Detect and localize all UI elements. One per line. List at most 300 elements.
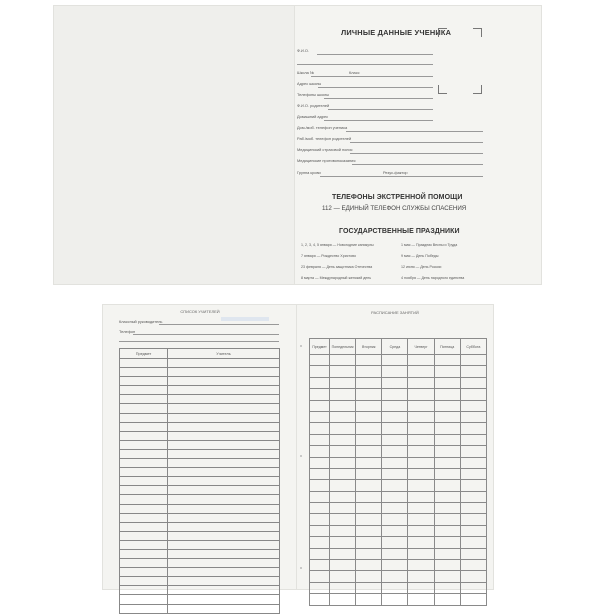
lesson-cell[interactable] [356,537,382,548]
subject-cell[interactable] [310,377,330,388]
lesson-cell[interactable] [434,366,460,377]
teacher-cell[interactable] [168,422,280,431]
subject-cell[interactable] [310,560,330,571]
page-title: СПИСОК УЧИТЕЛЕЙ [180,309,220,314]
lesson-cell[interactable] [382,423,408,434]
lesson-cell[interactable] [356,457,382,468]
table-row[interactable] [120,559,280,568]
lesson-cell[interactable] [408,571,434,582]
field-label: Медицинские противопоказания [297,158,356,163]
lesson-cell[interactable] [382,548,408,559]
lesson-cell[interactable] [434,377,460,388]
lesson-cell[interactable] [460,423,486,434]
table-row[interactable] [310,446,487,457]
lesson-cell[interactable] [330,446,356,457]
field-label: Раб./моб. телефон родителей [297,136,352,141]
subject-cell[interactable] [310,480,330,491]
lesson-cell[interactable] [356,594,382,605]
subject-cell[interactable] [120,395,168,404]
lesson-cell[interactable] [460,480,486,491]
lesson-cell[interactable] [382,582,408,593]
col-day: Понедельник [330,339,356,355]
lesson-cell[interactable] [356,525,382,536]
lesson-cell[interactable] [382,537,408,548]
lesson-cell[interactable] [330,537,356,548]
table-row[interactable] [120,495,280,504]
lesson-cell[interactable] [330,514,356,525]
highlight-stripe [221,317,269,321]
lesson-cell[interactable] [408,560,434,571]
lesson-cell[interactable] [460,560,486,571]
subject-cell[interactable] [120,604,168,613]
table-row[interactable] [120,513,280,522]
field-line[interactable] [324,120,433,121]
lesson-cell[interactable] [330,457,356,468]
lesson-cell[interactable] [330,548,356,559]
table-row[interactable] [310,503,487,514]
lesson-cell[interactable] [460,446,486,457]
lesson-cell[interactable] [434,525,460,536]
lesson-cell[interactable] [330,594,356,605]
lesson-cell[interactable] [434,514,460,525]
lesson-cell[interactable] [434,491,460,502]
table-row[interactable] [120,431,280,440]
holiday-item: 8 марта — Международный женский день [301,276,372,280]
teacher-cell[interactable] [168,531,280,540]
subject-cell[interactable] [120,440,168,449]
lesson-cell[interactable] [356,548,382,559]
subject-cell[interactable] [120,513,168,522]
lesson-cell[interactable] [460,571,486,582]
subject-cell[interactable] [310,514,330,525]
lesson-cell[interactable] [382,571,408,582]
teacher-cell[interactable] [168,368,280,377]
lesson-cell[interactable] [382,434,408,445]
table-row[interactable] [120,586,280,595]
subject-cell[interactable] [310,594,330,605]
subject-cell[interactable] [120,386,168,395]
subject-cell[interactable] [310,491,330,502]
subject-cell[interactable] [310,355,330,366]
teacher-cell[interactable] [168,377,280,386]
subject-cell[interactable] [120,531,168,540]
lesson-cell[interactable] [330,491,356,502]
table-row[interactable] [310,525,487,536]
lesson-cell[interactable] [434,457,460,468]
lesson-cell[interactable] [330,400,356,411]
lesson-cell[interactable] [408,525,434,536]
table-row[interactable] [310,434,487,445]
subject-cell[interactable] [310,411,330,422]
lesson-cell[interactable] [408,503,434,514]
subject-cell[interactable] [310,582,330,593]
lesson-cell[interactable] [356,571,382,582]
table-row[interactable] [120,568,280,577]
lesson-cell[interactable] [382,400,408,411]
lesson-cell[interactable] [330,560,356,571]
subject-cell[interactable] [120,449,168,458]
table-row[interactable] [120,522,280,531]
teacher-cell[interactable] [168,495,280,504]
field-line[interactable] [350,142,483,143]
subject-cell[interactable] [120,568,168,577]
teacher-cell[interactable] [168,440,280,449]
lesson-cell[interactable] [434,423,460,434]
lesson-cell[interactable] [408,468,434,479]
field-line[interactable] [328,109,433,110]
lesson-cell[interactable] [382,389,408,400]
lesson-cell[interactable] [382,446,408,457]
lesson-cell[interactable] [434,594,460,605]
subject-cell[interactable] [120,413,168,422]
subject-cell[interactable] [310,400,330,411]
lesson-cell[interactable] [382,366,408,377]
lesson-cell[interactable] [382,491,408,502]
subject-cell[interactable] [120,595,168,604]
binding-hole [300,455,302,457]
lesson-cell[interactable] [434,503,460,514]
subject-cell[interactable] [310,457,330,468]
lesson-cell[interactable] [382,503,408,514]
teacher-cell[interactable] [168,477,280,486]
lesson-cell[interactable] [460,582,486,593]
lesson-cell[interactable] [434,582,460,593]
lesson-cell[interactable] [434,537,460,548]
lesson-cell[interactable] [408,389,434,400]
teacher-cell[interactable] [168,504,280,513]
lesson-cell[interactable] [460,468,486,479]
lesson-cell[interactable] [330,389,356,400]
table-row[interactable] [120,549,280,558]
lesson-cell[interactable] [382,468,408,479]
teacher-cell[interactable] [168,522,280,531]
lesson-cell[interactable] [434,571,460,582]
field-line[interactable] [346,131,483,132]
lesson-cell[interactable] [408,514,434,525]
teacher-cell[interactable] [168,468,280,477]
teacher-cell[interactable] [168,577,280,586]
table-row[interactable] [310,411,487,422]
lesson-cell[interactable] [408,457,434,468]
lesson-cell[interactable] [382,514,408,525]
lesson-cell[interactable] [434,548,460,559]
lesson-cell[interactable] [356,468,382,479]
col-day: Четверг [408,339,434,355]
field-line[interactable] [311,76,433,77]
subject-cell[interactable] [120,559,168,568]
table-row[interactable] [120,449,280,458]
lesson-cell[interactable] [330,480,356,491]
field-label: Группа крови [297,170,321,175]
table-row[interactable] [310,355,487,366]
lesson-cell[interactable] [460,411,486,422]
lesson-cell[interactable] [434,468,460,479]
subject-cell[interactable] [120,504,168,513]
table-row[interactable] [120,459,280,468]
table-row[interactable] [310,389,487,400]
subject-cell[interactable] [310,503,330,514]
lesson-cell[interactable] [434,355,460,366]
lesson-cell[interactable] [408,411,434,422]
subject-cell[interactable] [310,571,330,582]
lesson-cell[interactable] [330,525,356,536]
lesson-cell[interactable] [330,582,356,593]
field-line[interactable] [297,64,433,65]
lesson-cell[interactable] [460,491,486,502]
lesson-cell[interactable] [434,480,460,491]
lesson-cell[interactable] [408,582,434,593]
subject-cell[interactable] [310,525,330,536]
lesson-cell[interactable] [408,548,434,559]
lesson-cell[interactable] [408,366,434,377]
subject-cell[interactable] [120,377,168,386]
teacher-cell[interactable] [168,549,280,558]
teacher-cell[interactable] [168,595,280,604]
lesson-cell[interactable] [330,434,356,445]
lesson-cell[interactable] [356,491,382,502]
col-day: Среда [382,339,408,355]
lesson-cell[interactable] [460,355,486,366]
binding-hole [300,567,302,569]
lesson-cell[interactable] [356,434,382,445]
lesson-cell[interactable] [382,480,408,491]
table-row[interactable] [310,514,487,525]
emergency-line: 112 — ЕДИНЫЙ ТЕЛЕФОН СЛУЖБЫ СПАСЕНИЯ [322,205,467,212]
lesson-cell[interactable] [382,560,408,571]
field-label: Медицинский страховой полис [297,147,353,152]
field-label: Школа № [297,70,315,75]
subject-cell[interactable] [120,540,168,549]
col-teacher: Учитель [168,349,280,359]
table-row[interactable] [120,595,280,604]
subject-cell[interactable] [120,586,168,595]
lesson-cell[interactable] [408,355,434,366]
subject-cell[interactable] [120,549,168,558]
page-title: РАСПИСАНИЕ ЗАНЯТИЙ [371,310,419,315]
teacher-cell[interactable] [168,395,280,404]
lesson-cell[interactable] [382,457,408,468]
teacher-cell[interactable] [168,404,280,413]
lesson-cell[interactable] [356,446,382,457]
lesson-cell[interactable] [356,377,382,388]
table-row[interactable] [120,413,280,422]
lesson-cell[interactable] [356,355,382,366]
subject-cell[interactable] [120,495,168,504]
lesson-cell[interactable] [330,571,356,582]
field-label: Домашний адрес [297,114,329,119]
table-row[interactable] [310,366,487,377]
teacher-cell[interactable] [168,413,280,422]
lesson-cell[interactable] [408,377,434,388]
emergency-title: ТЕЛЕФОНЫ ЭКСТРЕННОЙ ПОМОЩИ [332,194,463,201]
subject-cell[interactable] [310,366,330,377]
table-row[interactable] [120,386,280,395]
teacher-cell[interactable] [168,459,280,468]
class-teacher-label: Классный руководитель [119,319,163,324]
lesson-cell[interactable] [460,594,486,605]
field-line[interactable] [352,164,483,165]
subject-cell[interactable] [120,486,168,495]
teacher-cell[interactable] [168,486,280,495]
table-row[interactable] [120,504,280,513]
lesson-cell[interactable] [408,423,434,434]
teacher-cell[interactable] [168,604,280,613]
lesson-cell[interactable] [356,366,382,377]
lesson-cell[interactable] [408,594,434,605]
subject-cell[interactable] [120,459,168,468]
lesson-cell[interactable] [356,400,382,411]
holiday-item: 23 февраля — День защитника Отечества [301,265,373,269]
lesson-cell[interactable] [434,400,460,411]
lesson-cell[interactable] [356,503,382,514]
table-row[interactable] [310,571,487,582]
lesson-cell[interactable] [408,446,434,457]
lesson-cell[interactable] [434,446,460,457]
teacher-cell[interactable] [168,568,280,577]
teacher-cell[interactable] [168,513,280,522]
schedule-page [297,305,493,589]
table-row[interactable] [120,395,280,404]
table-row[interactable] [310,377,487,388]
lesson-cell[interactable] [434,389,460,400]
table-row[interactable] [120,604,280,613]
lesson-cell[interactable] [382,411,408,422]
subject-cell[interactable] [310,389,330,400]
table-row[interactable] [310,594,487,605]
lesson-cell[interactable] [408,491,434,502]
field-line[interactable] [317,54,433,55]
lesson-cell[interactable] [460,503,486,514]
lesson-cell[interactable] [408,434,434,445]
lesson-cell[interactable] [408,400,434,411]
lesson-cell[interactable] [460,400,486,411]
teacher-cell[interactable] [168,586,280,595]
lesson-cell[interactable] [356,480,382,491]
lesson-cell[interactable] [382,594,408,605]
lesson-cell[interactable] [408,537,434,548]
field-label: Адрес школы [297,81,322,86]
table-row[interactable] [310,582,487,593]
lesson-cell[interactable] [434,560,460,571]
field-line[interactable] [318,87,433,88]
field-label: Класс [349,70,360,75]
table-row[interactable] [120,540,280,549]
lesson-cell[interactable] [460,548,486,559]
lesson-cell[interactable] [330,423,356,434]
holiday-item: 12 июня — День России [401,265,442,269]
lesson-cell[interactable] [460,537,486,548]
lesson-cell[interactable] [356,514,382,525]
lesson-cell[interactable] [382,355,408,366]
table-row[interactable] [310,400,487,411]
table-row[interactable] [120,531,280,540]
lesson-cell[interactable] [382,377,408,388]
subject-cell[interactable] [310,537,330,548]
subject-cell[interactable] [120,522,168,531]
table-row[interactable] [120,477,280,486]
teacher-cell[interactable] [168,449,280,458]
subject-cell[interactable] [310,468,330,479]
lesson-cell[interactable] [460,389,486,400]
table-row[interactable] [310,491,487,502]
lesson-cell[interactable] [408,480,434,491]
personal-data-page [295,6,541,284]
lesson-cell[interactable] [356,560,382,571]
lesson-cell[interactable] [356,389,382,400]
lesson-cell[interactable] [330,355,356,366]
table-row[interactable] [120,404,280,413]
table-row[interactable] [120,368,280,377]
table-row[interactable] [120,440,280,449]
phone-label: Телефон [119,329,136,334]
lesson-cell[interactable] [460,525,486,536]
subject-cell[interactable] [120,422,168,431]
subject-cell[interactable] [120,359,168,368]
binding-hole [300,345,302,347]
lesson-cell[interactable] [460,434,486,445]
field-line[interactable] [320,176,483,177]
teacher-cell[interactable] [168,559,280,568]
field-line[interactable] [324,98,433,99]
teacher-cell[interactable] [168,386,280,395]
subject-cell[interactable] [310,434,330,445]
lesson-cell[interactable] [356,582,382,593]
field-line[interactable] [350,153,483,154]
lesson-cell[interactable] [434,411,460,422]
lesson-cell[interactable] [330,377,356,388]
teachers-table [119,348,280,614]
lesson-cell[interactable] [330,468,356,479]
table-row[interactable] [310,480,487,491]
subject-cell[interactable] [120,368,168,377]
table-row[interactable] [120,422,280,431]
lesson-cell[interactable] [330,366,356,377]
lesson-cell[interactable] [460,514,486,525]
table-row[interactable] [120,468,280,477]
lesson-cell[interactable] [434,434,460,445]
lesson-cell[interactable] [460,366,486,377]
lesson-cell[interactable] [356,411,382,422]
lesson-cell[interactable] [330,503,356,514]
table-row[interactable] [120,359,280,368]
table-row[interactable] [120,486,280,495]
subject-cell[interactable] [120,468,168,477]
teacher-cell[interactable] [168,359,280,368]
table-row[interactable] [120,577,280,586]
subject-cell[interactable] [120,477,168,486]
subject-cell[interactable] [310,423,330,434]
subject-cell[interactable] [120,404,168,413]
lesson-cell[interactable] [330,411,356,422]
subject-cell[interactable] [120,577,168,586]
teacher-cell[interactable] [168,540,280,549]
lesson-cell[interactable] [460,377,486,388]
lesson-cell[interactable] [356,423,382,434]
lesson-cell[interactable] [382,525,408,536]
table-row[interactable] [310,560,487,571]
table-row[interactable] [310,468,487,479]
table-row[interactable] [310,548,487,559]
table-row[interactable] [310,423,487,434]
subject-cell[interactable] [310,548,330,559]
table-row[interactable] [310,537,487,548]
table-row[interactable] [120,377,280,386]
lesson-cell[interactable] [460,457,486,468]
subject-cell[interactable] [120,431,168,440]
table-row[interactable] [310,457,487,468]
teacher-cell[interactable] [168,431,280,440]
subject-cell[interactable] [310,446,330,457]
